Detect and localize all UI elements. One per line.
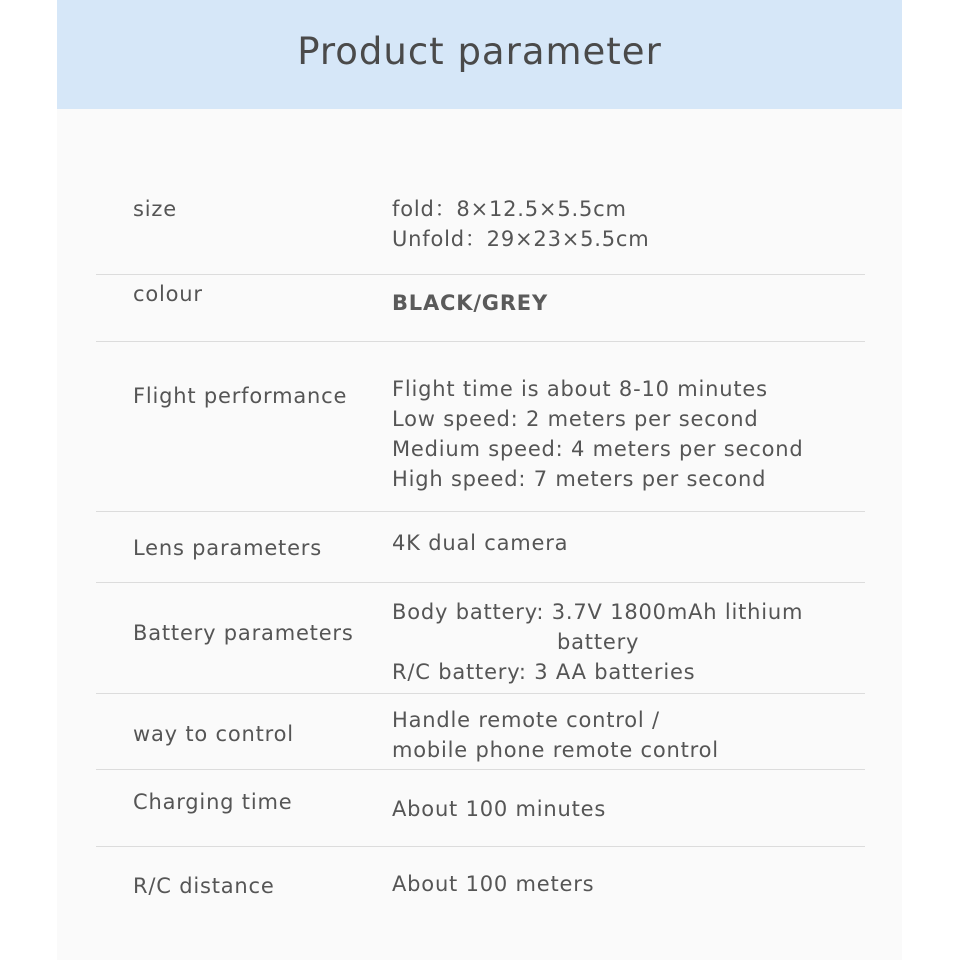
divider [96, 274, 865, 275]
divider [96, 846, 865, 847]
row-label-rc-distance: R/C distance [133, 874, 275, 898]
value-line: Handle remote control / [392, 708, 660, 732]
value-line: Flight time is about 8-10 minutes [392, 377, 768, 401]
value-line: battery [557, 630, 640, 654]
row-label-way-to-control: way to control [133, 722, 294, 746]
row-label-colour: colour [133, 282, 203, 306]
row-value-way-to-control [392, 705, 719, 765]
row-value-size [392, 194, 650, 254]
value-line: Unfold：29×23×5.5cm [392, 227, 650, 251]
row-value-flight-performance [392, 374, 804, 494]
value-line: 4K dual camera [392, 531, 569, 555]
row-label-charging-time: Charging time [133, 790, 293, 814]
value-line: R/C battery: 3 AA batteries [392, 660, 696, 684]
row-label-battery-parameters: Battery parameters [133, 621, 354, 645]
value-line: High speed: 7 meters per second [392, 467, 767, 491]
value-line: BLACK/GREY [392, 291, 548, 315]
value-line: fold：8×12.5×5.5cm [392, 197, 627, 221]
row-value-lens-parameters [392, 528, 568, 558]
value-line: Low speed: 2 meters per second [392, 407, 759, 431]
row-value-battery-parameters [392, 597, 803, 687]
row-label-size: size [133, 197, 177, 221]
row-label-flight-performance: Flight performance [133, 384, 348, 408]
divider [96, 769, 865, 770]
header-banner [57, 0, 902, 109]
row-label-lens-parameters: Lens parameters [133, 536, 322, 560]
value-line: mobile phone remote control [392, 738, 719, 762]
value-line: About 100 meters [392, 872, 595, 896]
row-value-colour [392, 288, 548, 318]
value-line: Medium speed: 4 meters per second [392, 437, 804, 461]
divider [96, 582, 865, 583]
divider [96, 511, 865, 512]
row-value-charging-time [392, 794, 606, 824]
row-value-rc-distance [392, 869, 594, 899]
divider [96, 341, 865, 342]
divider [96, 693, 865, 694]
value-line: About 100 minutes [392, 797, 607, 821]
value-line: Body battery: 3.7V 1800mAh lithium [392, 600, 804, 624]
page-title: Product parameter [297, 30, 662, 73]
